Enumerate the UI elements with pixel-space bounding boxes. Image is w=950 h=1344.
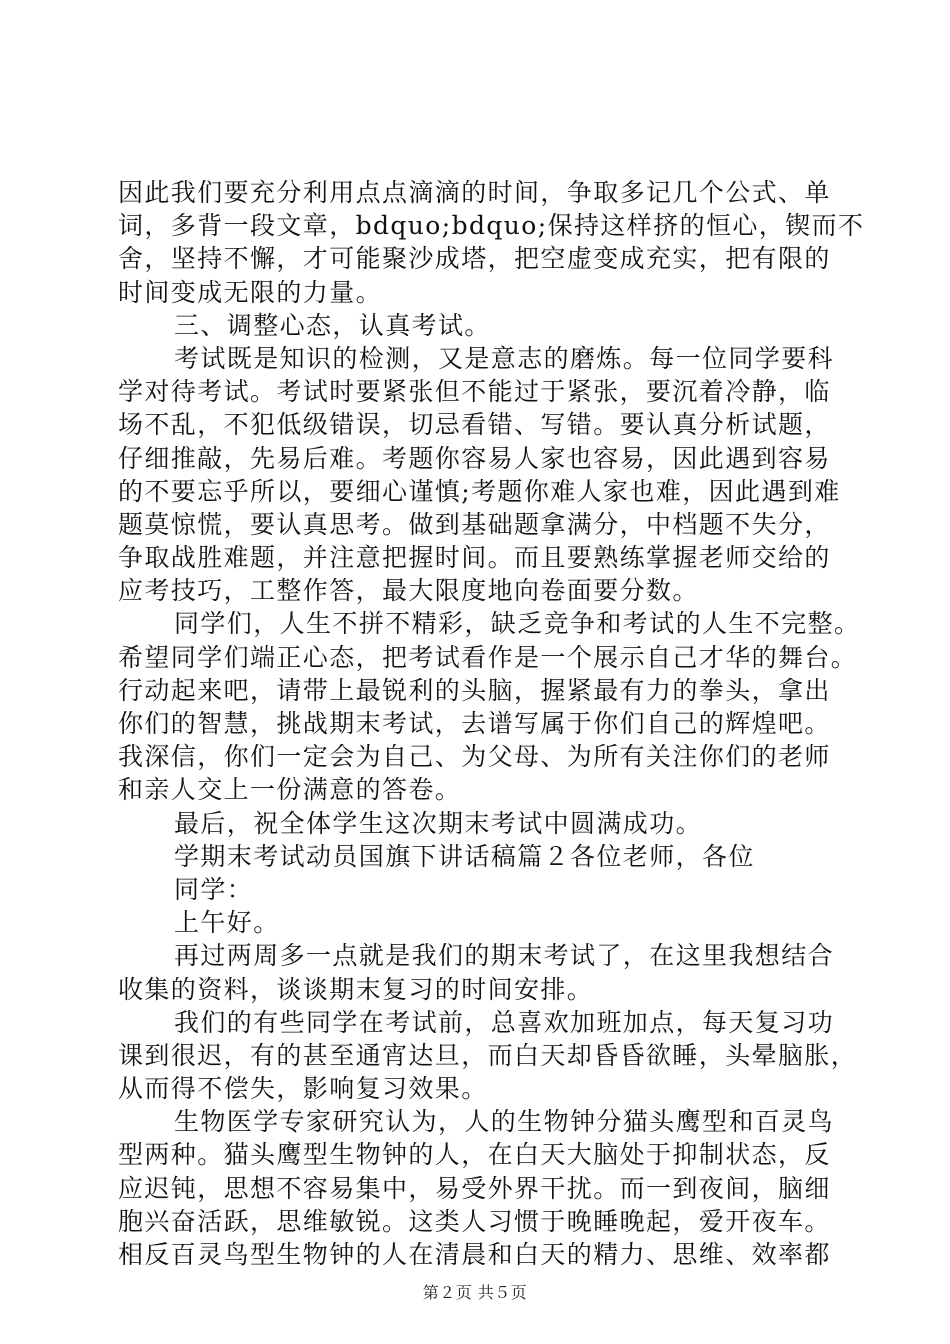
greeting-line: 上午好。 — [174, 908, 280, 938]
text-line: 型两种。猫头鹰型生物钟的人，在白天大脑处于抑制状态，反 — [118, 1140, 831, 1170]
text-line: 希望同学们端正心态，把考试看作是一个展示自己才华的舞台。 — [118, 642, 858, 672]
text-line: 课到很迟，有的甚至通宵达旦，而白天却昏昏欲睡，头晕脑胀， — [118, 1040, 858, 1070]
text-line: 考试既是知识的检测，又是意志的磨炼。每一位同学要科 — [174, 343, 835, 373]
text-line: 学对待考试。考试时要紧张但不能过于紧张，要沉着冷静，临 — [118, 377, 831, 407]
text-line: 行动起来吧，请带上最锐利的头脑，握紧最有力的拳头，拿出 — [118, 675, 831, 705]
text-line: 词，多背一段文章，bdquo;bdquo;保持这样挤的恒心，锲而不 — [118, 211, 865, 241]
document-body — [118, 176, 865, 1271]
text-line: 我深信，你们一定会为自己、为父母、为所有关注你们的老师 — [118, 742, 831, 772]
section-heading: 三、调整心态，认真考试。 — [174, 310, 491, 340]
text-line: 我们的有些同学在考试前，总喜欢加班加点，每天复习功 — [174, 1007, 835, 1037]
text-line: 时间变成无限的力量。 — [118, 277, 383, 307]
text-line: 应考技巧，工整作答，最大限度地向卷面要分数。 — [118, 576, 699, 606]
text-line: 题莫惊慌，要认真思考。做到基础题拿满分，中档题不失分， — [118, 509, 831, 539]
text-line: 你们的智慧，挑战期末考试，去谱写属于你们自己的辉煌吧。 — [118, 709, 831, 738]
text-line: 因此我们要充分利用点点滴滴的时间，争取多记几个公式、单 — [118, 178, 831, 207]
text-line: 胞兴奋活跃，思维敏锐。这类人习惯于晚睡晚起，爱开夜车。 — [118, 1206, 831, 1236]
text-line: 从而得不偿失，影响复习效果。 — [118, 1074, 488, 1104]
text-line: 仔细推敲，先易后难。考题你容易人家也容易，因此遇到容易 — [118, 443, 831, 473]
text-line: 同学： — [174, 874, 254, 904]
text-line: 相反百灵鸟型生物钟的人在清晨和白天的精力、思维、效率都 — [118, 1240, 831, 1269]
text-line: 生物医学专家研究认为，人的生物钟分猫头鹰型和百灵鸟 — [174, 1107, 835, 1137]
text-line: 再过两周多一点就是我们的期末考试了，在这里我想结合 — [174, 941, 835, 971]
text-line: 的不要忘乎所以，要细心谨慎;考题你难人家也难，因此遇到难 — [118, 476, 841, 506]
text-line: 最后，祝全体学生这次期末考试中圆满成功。 — [174, 808, 703, 838]
text-line: 争取战胜难题，并注意把握时间。而且要熟练掌握老师交给的 — [118, 543, 831, 573]
text-line: 应迟钝，思想不容易集中，易受外界干扰。而一到夜间，脑细 — [118, 1173, 831, 1203]
text-line: 同学们，人生不拼不精彩，缺乏竞争和考试的人生不完整。 — [174, 609, 861, 639]
text-line: 收集的资料，谈谈期末复习的时间安排。 — [118, 974, 594, 1004]
text-line: 和亲人交上一份满意的答卷。 — [118, 775, 462, 805]
section-title: 学期末考试动员国旗下讲话稿篇２各位老师，各位 — [174, 841, 755, 871]
text-line: 场不乱，不犯低级错误，切忌看错、写错。要认真分析试题， — [118, 410, 831, 440]
text-line: 舍，坚持不懈，才可能聚沙成塔，把空虚变成充实，把有限的 — [118, 244, 831, 274]
page-number-footer: 第２页 共５页 — [422, 1283, 528, 1302]
